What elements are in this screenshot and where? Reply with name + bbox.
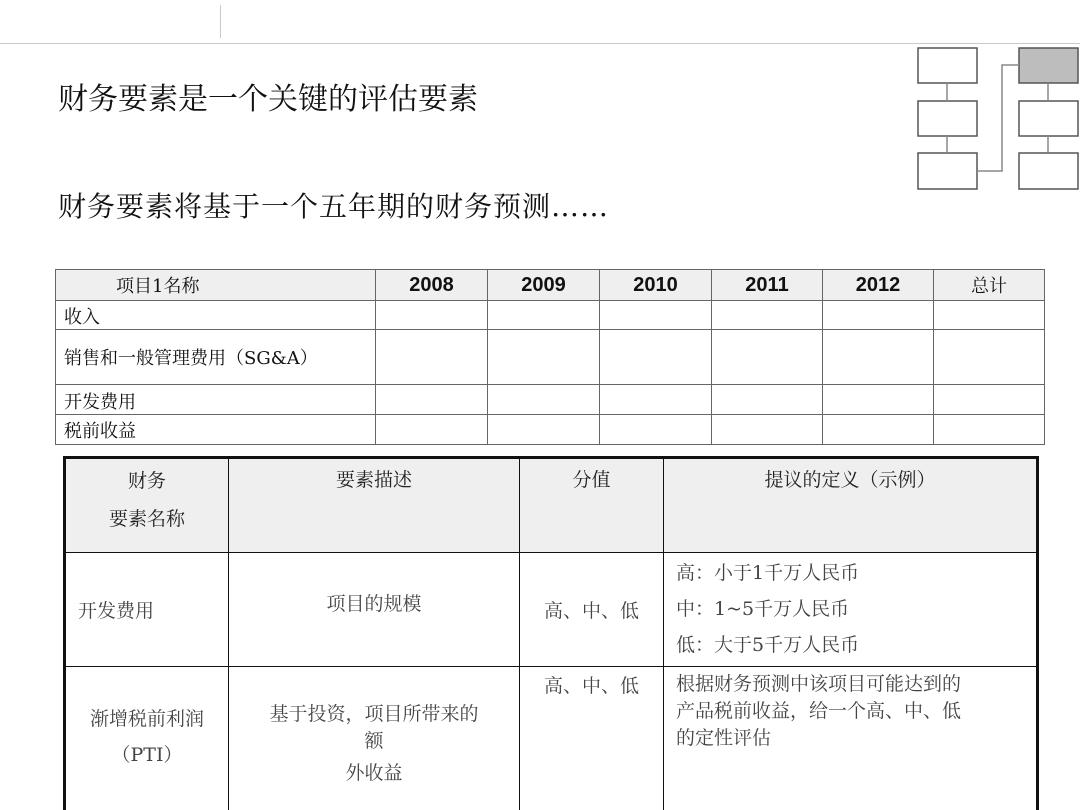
org-diagram — [910, 40, 1080, 196]
score-header: 分值 — [520, 458, 664, 553]
financial-forecast-table — [55, 269, 1045, 445]
element-name-header: 财务 要素名称 — [65, 458, 229, 553]
score-options: 高、中、低 — [520, 667, 664, 810]
year-header-2012: 2012 — [823, 270, 934, 301]
definition-dev-cost: 高：小于1千万人民币 中：1~5千万人民币 低：大于5千万人民币 — [664, 553, 1038, 667]
table-header-row — [65, 458, 1038, 553]
table-row — [56, 330, 1045, 385]
year-header-2008: 2008 — [376, 270, 488, 301]
org-box-right-2 — [1019, 101, 1078, 136]
table-row — [56, 415, 1045, 445]
element-description-header: 要素描述 — [229, 458, 520, 553]
row-label-sga: 销售和一般管理费用（SG&A） — [56, 330, 376, 385]
year-header-2011: 2011 — [712, 270, 823, 301]
table-row — [65, 667, 1038, 810]
element-name-dev-cost: 开发费用 — [65, 553, 229, 667]
table-row — [56, 385, 1045, 415]
org-box-left-3 — [918, 153, 977, 189]
row-label-pretax-income: 税前收益 — [56, 415, 376, 445]
page-title: 财务要素是一个关键的评估要素 — [58, 82, 478, 117]
year-header-2010: 2010 — [600, 270, 712, 301]
element-description-scale: 项目的规模 — [229, 553, 520, 667]
element-name-pti: 渐增税前利润 （PTI） — [65, 667, 229, 810]
row-label-dev-cost: 开发费用 — [56, 385, 376, 415]
total-header: 总计 — [934, 270, 1045, 301]
project-name-header: 项目1名称 — [56, 270, 376, 301]
page-subtitle: 财务要素将基于一个五年期的财务预测…… — [58, 190, 610, 223]
definition-pti: 根据财务预测中该项目可能达到的 产品税前收益，给一个高、中、低 的定性评估 — [664, 667, 1038, 810]
table-row — [56, 301, 1045, 330]
org-box-left-1 — [918, 48, 977, 83]
org-box-right-3 — [1019, 153, 1078, 189]
table-header-row — [56, 270, 1045, 301]
score-options: 高、中、低 — [520, 553, 664, 667]
table-row — [65, 553, 1038, 667]
org-box-left-2 — [918, 101, 977, 136]
header-divider-tick — [220, 5, 221, 38]
row-label-revenue: 收入 — [56, 301, 376, 330]
definition-header: 提议的定义（示例） — [664, 458, 1038, 553]
financial-element-table — [63, 456, 1039, 810]
year-header-2009: 2009 — [488, 270, 600, 301]
org-box-right-1-highlighted — [1019, 48, 1078, 83]
element-description-pti: 基于投资，项目所带来的 额 外收益 — [229, 667, 520, 810]
